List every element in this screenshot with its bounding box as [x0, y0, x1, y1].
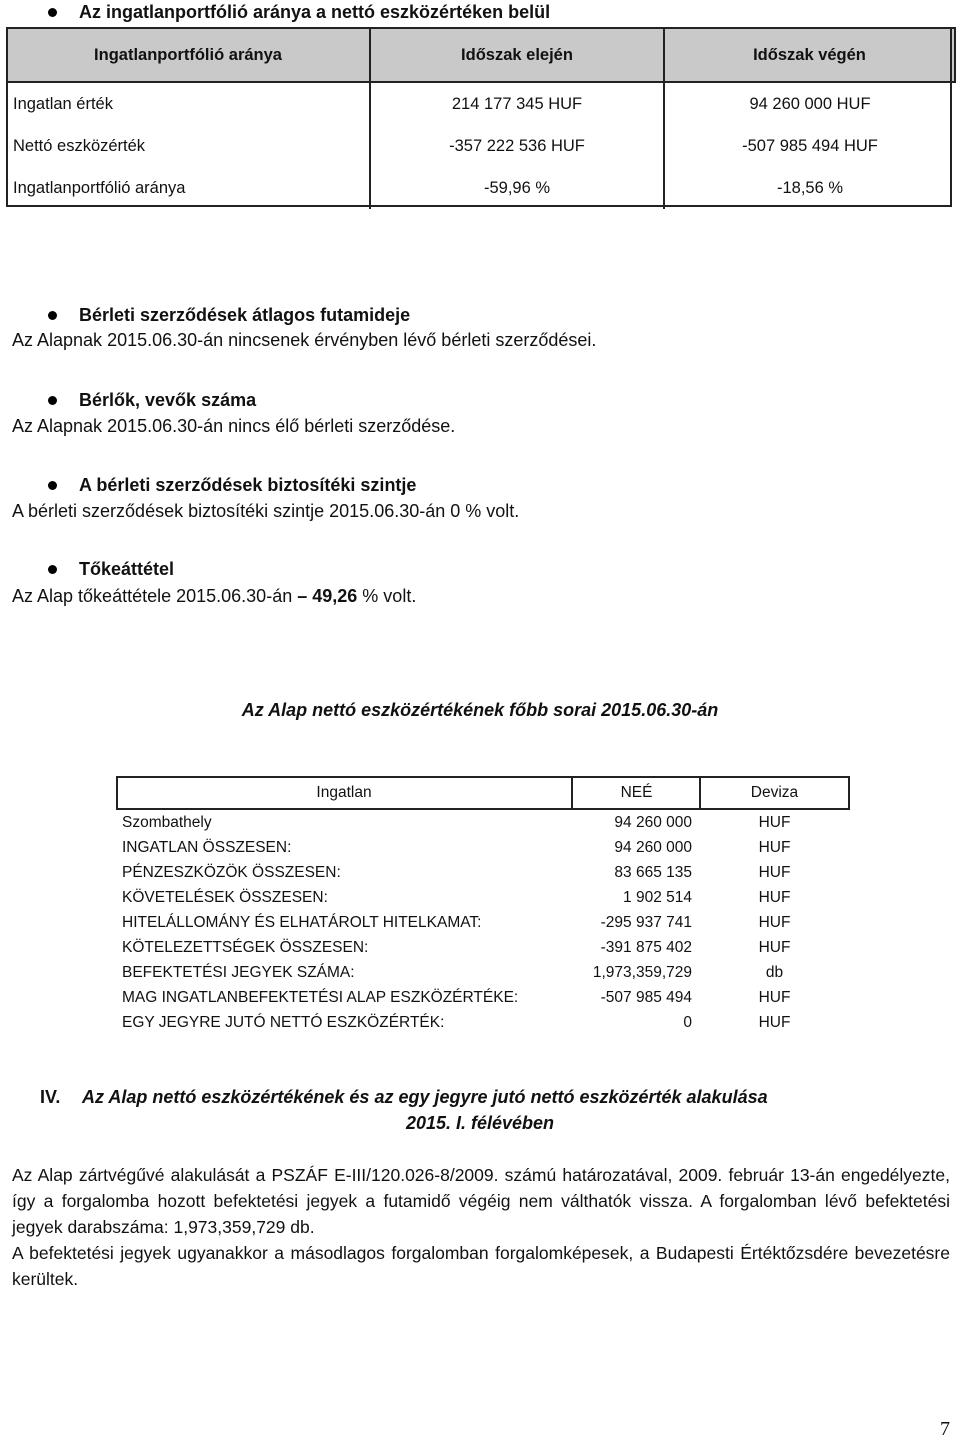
- paragraph: Az Alap zártvégűvé alakulását a PSZÁF E-III/120.026-8/2009. számú határozatával, 2009. február 13-án engedélyezte, így a forgalomba hozott befektetési jegyek a futamidő végéig nem válthatók vissza. A forgalomban lévő befektetési jegyek darabszáma: 1,973,359,729 db.: [12, 1165, 950, 1237]
- leverage-text-post: % volt.: [357, 586, 417, 606]
- bullet-icon: [48, 8, 57, 17]
- bullet-title: Tőkeáttétel: [79, 558, 175, 579]
- bullet-title: Bérlők, vevők száma: [79, 389, 257, 410]
- header-cell: Ingatlan: [117, 777, 572, 809]
- table-cell: -18,56 %: [664, 167, 955, 209]
- bullet-icon: [48, 396, 57, 405]
- table-cell: Ingatlanportfólió aránya: [13, 178, 186, 197]
- table-row: [117, 960, 849, 985]
- table-cell: HUF: [758, 1013, 791, 1031]
- table-cell: KÖVETELÉSEK ÖSSZESEN:: [122, 888, 328, 906]
- table-row: [7, 167, 955, 209]
- bullet-item: [48, 473, 416, 497]
- section4-number: IV.: [40, 1087, 61, 1107]
- table-cell: INGATLAN ÖSSZESEN:: [122, 838, 292, 856]
- nav-section-title: Az Alap nettó eszközértékének főbb sorai 2015.06.30-án: [241, 700, 719, 720]
- table-cell: -507 985 494 HUF: [664, 125, 955, 167]
- table-cell: db: [765, 963, 784, 981]
- table-row: [117, 835, 849, 860]
- bullet-text: [12, 586, 416, 607]
- table-cell: BEFEKTETÉSI JEGYEK SZÁMA:: [122, 963, 355, 981]
- table-cell: -59,96 %: [370, 167, 664, 209]
- table-cell: Szombathely: [122, 813, 212, 831]
- page-number: 7: [940, 1418, 950, 1440]
- section1-heading-text: Az ingatlanportfólió aránya a nettó eszközértéken belül: [79, 1, 551, 22]
- header-cell: Ingatlanportfólió aránya: [7, 28, 370, 82]
- table-cell: Ingatlan érték: [13, 94, 113, 113]
- table-cell: 94 260 000: [614, 838, 692, 856]
- table-cell: 83 665 135: [614, 863, 692, 881]
- table-cell: HUF: [758, 988, 791, 1006]
- table-cell: 94 260 000: [614, 813, 692, 831]
- table-row: [117, 910, 849, 935]
- table-cell: EGY JEGYRE JUTÓ NETTÓ ESZKÖZÉRTÉK:: [122, 1013, 445, 1031]
- table-cell: PÉNZESZKÖZÖK ÖSSZESEN:: [122, 863, 341, 881]
- table-cell: 0: [683, 1013, 692, 1031]
- table-row: [117, 1010, 849, 1035]
- section1-heading: [48, 0, 550, 24]
- table-cell: -507 985 494: [600, 988, 692, 1006]
- table-cell: MAG INGATLANBEFEKTETÉSI ALAP ESZKÖZÉRTÉKE:: [122, 988, 519, 1006]
- bullet-text: Az Alapnak 2015.06.30-án nincs élő bérleti szerződése.: [12, 416, 456, 436]
- paragraph: A befektetési jegyek ugyanakkor a másodlagos forgalomban forgalomképesek, a Budapesti Értéktőzsdére bevezetésre kerültek.: [12, 1243, 950, 1289]
- table-row: [117, 935, 849, 960]
- table-cell: -295 937 741: [600, 913, 692, 931]
- leverage-value: 49,26: [312, 586, 358, 606]
- table-cell: 94 260 000 HUF: [664, 82, 955, 125]
- table-cell: Nettó eszközérték: [13, 136, 146, 155]
- bullet-item: [48, 388, 256, 412]
- table-row: [117, 885, 849, 910]
- table-cell: HUF: [758, 838, 791, 856]
- portfolio-table: [6, 27, 956, 209]
- table-cell: -357 222 536 HUF: [370, 125, 664, 167]
- nav-table: [116, 776, 850, 1035]
- table-cell: -391 875 402: [600, 938, 692, 956]
- section4-title-line2: 2015. I. félévében: [405, 1113, 555, 1133]
- table-cell: HUF: [758, 813, 791, 831]
- table-row: [117, 985, 849, 1010]
- table-cell: HUF: [758, 888, 791, 906]
- section4-heading: [40, 1087, 768, 1108]
- table-cell: 1 902 514: [623, 888, 692, 906]
- table-cell: 1,973,359,729: [592, 963, 692, 981]
- section4-body: [12, 1162, 950, 1292]
- table-cell: HUF: [758, 863, 791, 881]
- table-row: [117, 860, 849, 885]
- bullet-icon: [48, 311, 57, 320]
- bullet-item: [48, 557, 174, 581]
- table-row: [117, 809, 849, 835]
- table-row: [7, 125, 955, 167]
- table-cell: HUF: [758, 913, 791, 931]
- bullet-text: Az Alapnak 2015.06.30-án nincsenek érvényben lévő bérleti szerződései.: [12, 330, 597, 350]
- bullet-icon: [48, 565, 57, 574]
- bullet-title: A bérleti szerződések biztosítéki szintje: [79, 474, 417, 495]
- header-cell: Időszak végén: [664, 28, 955, 82]
- table-cell: HITELÁLLOMÁNY ÉS ELHATÁROLT HITELKAMAT:: [122, 913, 482, 931]
- section4-title-line1: Az Alap nettó eszközértékének és az egy jegyre jutó nettó eszközérték alakulása: [82, 1087, 768, 1107]
- leverage-text-pre: Az Alap tőkeáttétele 2015.06.30-án: [12, 586, 298, 606]
- table-cell: 214 177 345 HUF: [370, 82, 664, 125]
- header-cell: NEÉ: [572, 777, 700, 809]
- leverage-dash: –: [297, 586, 308, 606]
- table-cell: KÖTELEZETTSÉGEK ÖSSZESEN:: [122, 938, 369, 956]
- header-cell: Deviza: [700, 777, 849, 809]
- bullet-icon: [48, 481, 57, 490]
- table-cell: HUF: [758, 938, 791, 956]
- bullet-text: A bérleti szerződések biztosítéki szintje 2015.06.30-án 0 % volt.: [12, 501, 520, 521]
- portfolio-table-header: [7, 28, 955, 82]
- table-row: [7, 82, 955, 125]
- nav-table-header: [117, 777, 849, 809]
- bullet-title: Bérleti szerződések átlagos futamideje: [79, 304, 411, 325]
- header-cell: Időszak elején: [370, 28, 664, 82]
- bullet-item: [48, 303, 410, 327]
